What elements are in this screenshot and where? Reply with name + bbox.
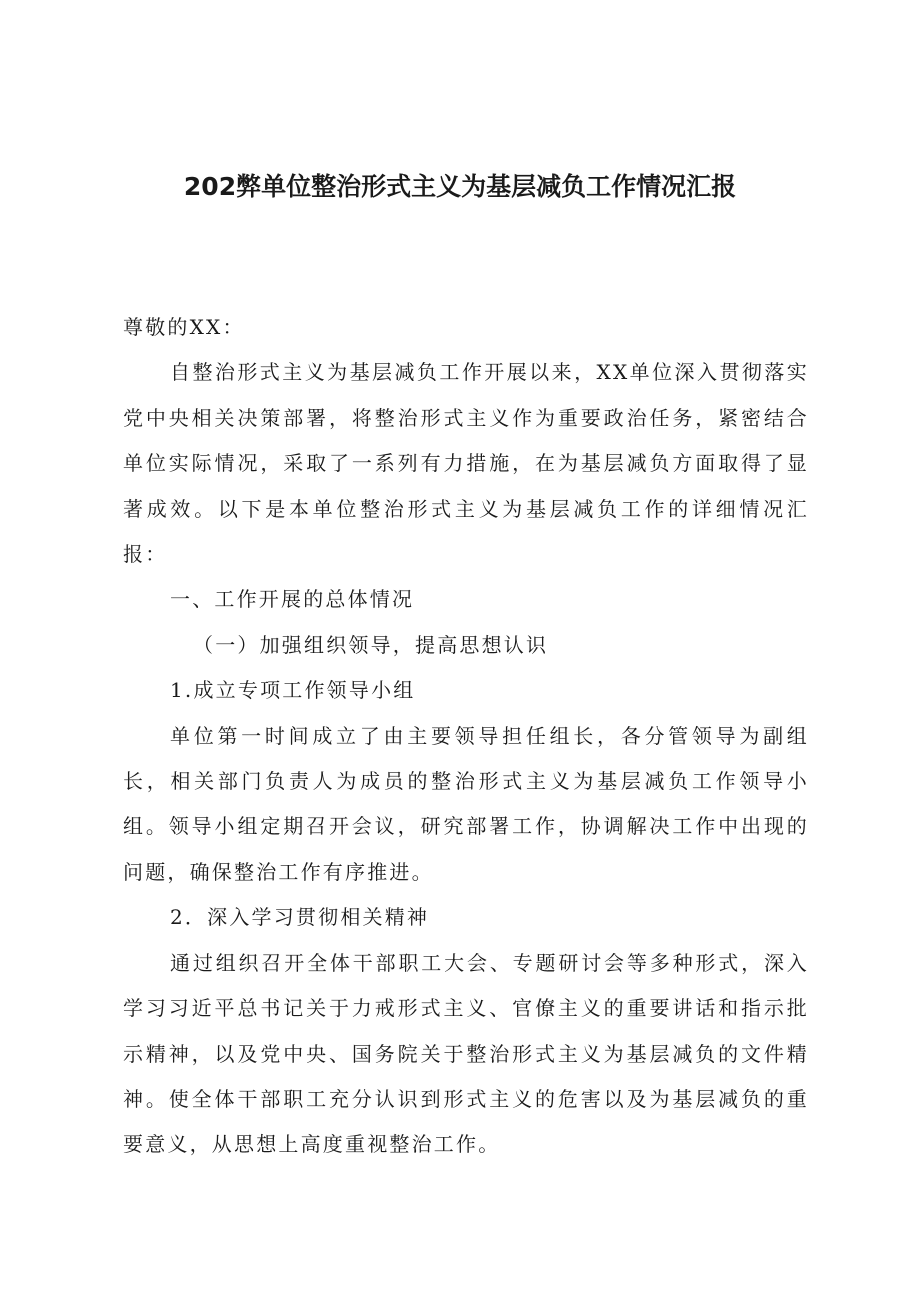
document-body [123, 305, 809, 1168]
subsection-heading: （一）加强组织领导，提高思想认识 [193, 632, 549, 657]
item-1-paragraph: 单位第一时间成立了由主要领导担任组长，各分管领导为副组长，相关部门负责人为成员的整治形式主义为基层减负工作领导小组。领导小组定期召开会议，研究部署工作，协调解决工作中出现的问题，确保整治工作有序推进。 [123, 723, 809, 884]
item-2-paragraph: 通过组织召开全体干部职工大会、专题研讨会等多种形式，深入学习习近平总书记关于力戒形式主义、官僚主义的重要讲话和指示批示精神，以及党中央、国务院关于整治形式主义为基层减负的文件精神。使全体干部职工充分认识到形式主义的危害以及为基层减负的重要意义，从思想上高度重视整治工作。 [123, 950, 809, 1157]
item-2-heading: 2．深入学习贯彻相关精神 [170, 905, 430, 930]
item-1-heading: 1.成立专项工作领导小组 [170, 678, 416, 703]
intro-paragraph: 自整治形式主义为基层减负工作开展以来，XX单位深入贯彻落实党中央相关决策部署，将整治形式主义作为重要政治任务，紧密结合单位实际情况，采取了一系列有力措施，在为基层减负方面取得了显著成效。以下是本单位整治形式主义为基层减负工作的详细情况汇报： [123, 360, 809, 567]
document-title: 202弊单位整治形式主义为基层减负工作情况汇报 [183, 172, 737, 201]
salutation: 尊敬的XX： [123, 315, 245, 339]
section-heading: 一、工作开展的总体情况 [170, 587, 415, 612]
